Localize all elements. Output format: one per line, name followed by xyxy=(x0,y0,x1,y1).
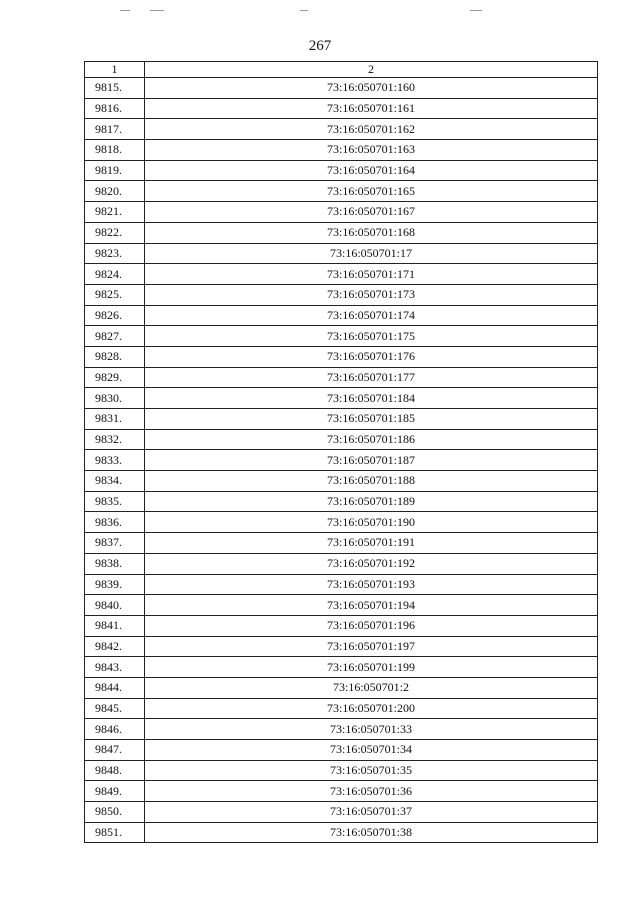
table-row xyxy=(85,284,598,305)
table-row xyxy=(85,471,598,492)
table-row xyxy=(85,512,598,533)
table-row xyxy=(85,78,598,99)
table-row xyxy=(85,822,598,843)
row-number-cell: 9831. xyxy=(85,409,145,430)
cadastral-number-cell: 73:16:050701:177 xyxy=(145,367,598,388)
table-row xyxy=(85,222,598,243)
row-number-cell: 9847. xyxy=(85,740,145,761)
row-number-cell: 9835. xyxy=(85,491,145,512)
row-number-cell: 9820. xyxy=(85,181,145,202)
row-number-cell: 9829. xyxy=(85,367,145,388)
table-row xyxy=(85,202,598,223)
row-number-cell: 9838. xyxy=(85,553,145,574)
row-number-cell: 9822. xyxy=(85,222,145,243)
scan-speck xyxy=(300,10,308,11)
row-number-cell: 9821. xyxy=(85,202,145,223)
row-number-cell: 9839. xyxy=(85,574,145,595)
cadastral-number-cell: 73:16:050701:35 xyxy=(145,760,598,781)
table-row xyxy=(85,657,598,678)
cadastral-number-cell: 73:16:050701:189 xyxy=(145,491,598,512)
row-number-cell: 9833. xyxy=(85,450,145,471)
page-number: 267 xyxy=(308,38,332,54)
cadastral-number-cell: 73:16:050701:188 xyxy=(145,471,598,492)
row-number-cell: 9815. xyxy=(85,78,145,99)
table-row xyxy=(85,181,598,202)
row-number-cell: 9818. xyxy=(85,140,145,161)
table-row xyxy=(85,533,598,554)
cadastral-number-cell: 73:16:050701:194 xyxy=(145,595,598,616)
row-number-cell: 9830. xyxy=(85,388,145,409)
column-header-number: 1 xyxy=(85,62,145,78)
cadastral-number-cell: 73:16:050701:37 xyxy=(145,802,598,823)
table-row xyxy=(85,615,598,636)
table-row xyxy=(85,140,598,161)
row-number-cell: 9843. xyxy=(85,657,145,678)
table-row xyxy=(85,388,598,409)
table-row xyxy=(85,574,598,595)
cadastral-number-cell: 73:16:050701:174 xyxy=(145,305,598,326)
row-number-cell: 9850. xyxy=(85,802,145,823)
cadastral-number-cell: 73:16:050701:190 xyxy=(145,512,598,533)
cadastral-number-cell: 73:16:050701:167 xyxy=(145,202,598,223)
cadastral-number-cell: 73:16:050701:191 xyxy=(145,533,598,554)
table-row xyxy=(85,409,598,430)
table-row xyxy=(85,781,598,802)
table-row xyxy=(85,429,598,450)
table-row xyxy=(85,595,598,616)
cadastral-number-cell: 73:16:050701:193 xyxy=(145,574,598,595)
cadastral-number-cell: 73:16:050701:197 xyxy=(145,636,598,657)
row-number-cell: 9849. xyxy=(85,781,145,802)
cadastral-number-cell: 73:16:050701:199 xyxy=(145,657,598,678)
cadastral-number-cell: 73:16:050701:171 xyxy=(145,264,598,285)
row-number-cell: 9828. xyxy=(85,346,145,367)
row-number-cell: 9827. xyxy=(85,326,145,347)
row-number-cell: 9841. xyxy=(85,615,145,636)
row-number-cell: 9816. xyxy=(85,98,145,119)
cadastral-number-cell: 73:16:050701:164 xyxy=(145,160,598,181)
row-number-cell: 9823. xyxy=(85,243,145,264)
table-row xyxy=(85,264,598,285)
cadastral-number-cell: 73:16:050701:162 xyxy=(145,119,598,140)
table-header-row xyxy=(85,62,598,78)
cadastral-number-cell: 73:16:050701:200 xyxy=(145,698,598,719)
row-number-cell: 9824. xyxy=(85,264,145,285)
row-number-cell: 9832. xyxy=(85,429,145,450)
table-row xyxy=(85,160,598,181)
cadastral-number-cell: 73:16:050701:160 xyxy=(145,78,598,99)
cadastral-number-cell: 73:16:050701:33 xyxy=(145,719,598,740)
row-number-cell: 9840. xyxy=(85,595,145,616)
cadastral-number-cell: 73:16:050701:196 xyxy=(145,615,598,636)
cadastral-number-cell: 73:16:050701:186 xyxy=(145,429,598,450)
row-number-cell: 9834. xyxy=(85,471,145,492)
row-number-cell: 9819. xyxy=(85,160,145,181)
row-number-cell: 9826. xyxy=(85,305,145,326)
table-row xyxy=(85,119,598,140)
row-number-cell: 9848. xyxy=(85,760,145,781)
cadastral-number-cell: 73:16:050701:175 xyxy=(145,326,598,347)
row-number-cell: 9825. xyxy=(85,284,145,305)
table-row xyxy=(85,326,598,347)
table-row xyxy=(85,719,598,740)
row-number-cell: 9836. xyxy=(85,512,145,533)
table-row xyxy=(85,553,598,574)
table-row xyxy=(85,450,598,471)
table-row xyxy=(85,305,598,326)
table-row xyxy=(85,760,598,781)
cadastral-number-cell: 73:16:050701:38 xyxy=(145,822,598,843)
cadastral-number-cell: 73:16:050701:192 xyxy=(145,553,598,574)
cadastral-number-cell: 73:16:050701:17 xyxy=(145,243,598,264)
cadastral-number-cell: 73:16:050701:2 xyxy=(145,677,598,698)
table-row xyxy=(85,491,598,512)
scan-speck xyxy=(150,10,164,11)
cadastral-number-cell: 73:16:050701:163 xyxy=(145,140,598,161)
table-header xyxy=(85,62,598,78)
cadastral-number-cell: 73:16:050701:184 xyxy=(145,388,598,409)
cadastral-number-cell: 73:16:050701:185 xyxy=(145,409,598,430)
column-header-cadastral: 2 xyxy=(145,62,598,78)
table-body xyxy=(85,78,598,843)
table-row xyxy=(85,243,598,264)
scan-speck xyxy=(120,10,130,11)
table-row xyxy=(85,346,598,367)
parcel-table xyxy=(84,61,598,843)
table-row xyxy=(85,367,598,388)
cadastral-number-cell: 73:16:050701:173 xyxy=(145,284,598,305)
row-number-cell: 9844. xyxy=(85,677,145,698)
cadastral-number-cell: 73:16:050701:168 xyxy=(145,222,598,243)
table-row xyxy=(85,677,598,698)
cadastral-number-cell: 73:16:050701:165 xyxy=(145,181,598,202)
table-row xyxy=(85,698,598,719)
cadastral-number-cell: 73:16:050701:34 xyxy=(145,740,598,761)
table-row xyxy=(85,636,598,657)
row-number-cell: 9846. xyxy=(85,719,145,740)
table-row xyxy=(85,802,598,823)
row-number-cell: 9842. xyxy=(85,636,145,657)
row-number-cell: 9845. xyxy=(85,698,145,719)
row-number-cell: 9817. xyxy=(85,119,145,140)
table-row xyxy=(85,740,598,761)
table-row xyxy=(85,98,598,119)
row-number-cell: 9851. xyxy=(85,822,145,843)
cadastral-number-cell: 73:16:050701:187 xyxy=(145,450,598,471)
cadastral-number-cell: 73:16:050701:176 xyxy=(145,346,598,367)
cadastral-number-cell: 73:16:050701:36 xyxy=(145,781,598,802)
row-number-cell: 9837. xyxy=(85,533,145,554)
scan-speck xyxy=(470,10,482,11)
cadastral-number-cell: 73:16:050701:161 xyxy=(145,98,598,119)
